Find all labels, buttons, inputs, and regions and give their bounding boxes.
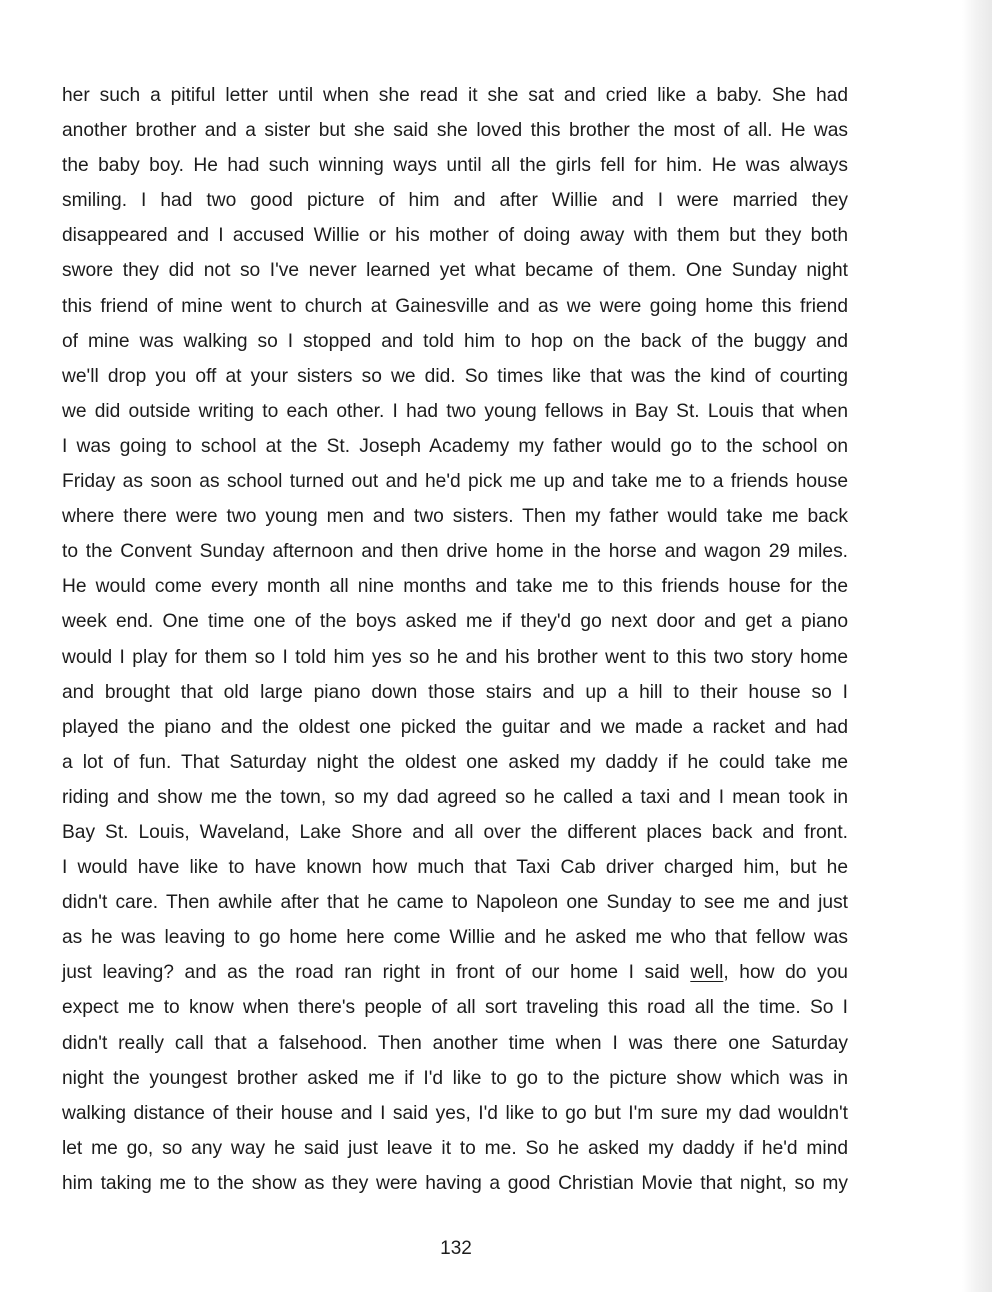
page-number: 132 <box>440 1238 472 1259</box>
text-line: of mine was walking so I stopped and told him to hop on the back of the buggy and <box>62 330 848 352</box>
text-line: riding and show me the town, so my dad agreed so he called a taxi and I mean took in <box>62 786 848 808</box>
text-line: night the youngest brother asked me if I'd like to go to the picture show which was in <box>62 1067 848 1089</box>
text-line-with-underline <box>62 955 848 990</box>
text-line: a lot of fun. That Saturday night the oldest one asked my daddy if he could take me <box>62 751 848 773</box>
body-text <box>62 78 848 1201</box>
text-line: let me go, so any way he said just leave it to me. So he asked my daddy if he'd mind <box>62 1137 848 1159</box>
text-line: didn't really call that a falsehood. Then another time when I was there one Saturday <box>62 1032 848 1054</box>
underlined-word: well <box>690 962 724 984</box>
text-line: played the piano and the oldest one picked the guitar and we made a racket and had <box>62 716 848 738</box>
text-line: him taking me to the show as they were having a good Christian Movie that night, so my <box>62 1172 848 1194</box>
text-line: this friend of mine went to church at Gainesville and as we were going home this friend <box>62 295 848 317</box>
text-line: He would come every month all nine months and take me to this friends house for the <box>62 576 848 598</box>
text-line: we'll drop you off at your sisters so we did. So times like that was the kind of courting <box>62 365 848 387</box>
text-line: I would have like to have known how much that Taxi Cab driver charged him, but he <box>62 857 848 879</box>
text-line: didn't care. Then awhile after that he came to Napoleon one Sunday to see me and just <box>62 892 848 914</box>
line-segment: just leaving? and as the road ran right in front of our home I said <box>62 962 691 984</box>
text-line: her such a pitiful letter until when she read it she sat and cried like a baby. She had <box>62 85 848 106</box>
text-line: Friday as soon as school turned out and he'd pick me up and take me to a friends house <box>62 471 848 493</box>
text-line: to the Convent Sunday afternoon and then drive home in the horse and wagon 29 miles. <box>62 541 848 563</box>
text-line: walking distance of their house and I said yes, I'd like to go but I'm sure my dad wouldn't <box>62 1102 848 1124</box>
text-line: expect me to know when there's people of all sort traveling this road all the time. So I <box>62 997 848 1019</box>
text-line: the baby boy. He had such winning ways until all the girls fell for him. He was always <box>62 155 848 177</box>
text-line: where there were two young men and two sisters. Then my father would take me back <box>62 506 848 528</box>
text-line: I was going to school at the St. Joseph Academy my father would go to the school on <box>62 435 848 457</box>
text-line: Bay St. Louis, Waveland, Lake Shore and all over the different places back and front. <box>62 821 848 843</box>
text-line: would I play for them so I told him yes so he and his brother went to this two story home <box>62 646 848 668</box>
text-line: disappeared and I accused Willie or his mother of doing away with them but they both <box>62 225 848 247</box>
line-segment: , how do you <box>723 962 848 984</box>
text-line: smiling. I had two good picture of him and after Willie and I were married they <box>62 190 848 212</box>
page-edge-shadow <box>962 0 992 1292</box>
text-line: swore they did not so I've never learned yet what became of them. One Sunday night <box>62 260 848 282</box>
text-line: we did outside writing to each other. I had two young fellows in Bay St. Louis that when <box>62 400 848 422</box>
text-line: and brought that old large piano down those stairs and up a hill to their house so I <box>62 681 848 703</box>
text-line: week end. One time one of the boys asked me if they'd go next door and get a piano <box>62 611 848 633</box>
text-line: as he was leaving to go home here come Willie and he asked me who that fellow was <box>62 927 848 949</box>
text-line: another brother and a sister but she said she loved this brother the most of all. He was <box>62 120 848 142</box>
